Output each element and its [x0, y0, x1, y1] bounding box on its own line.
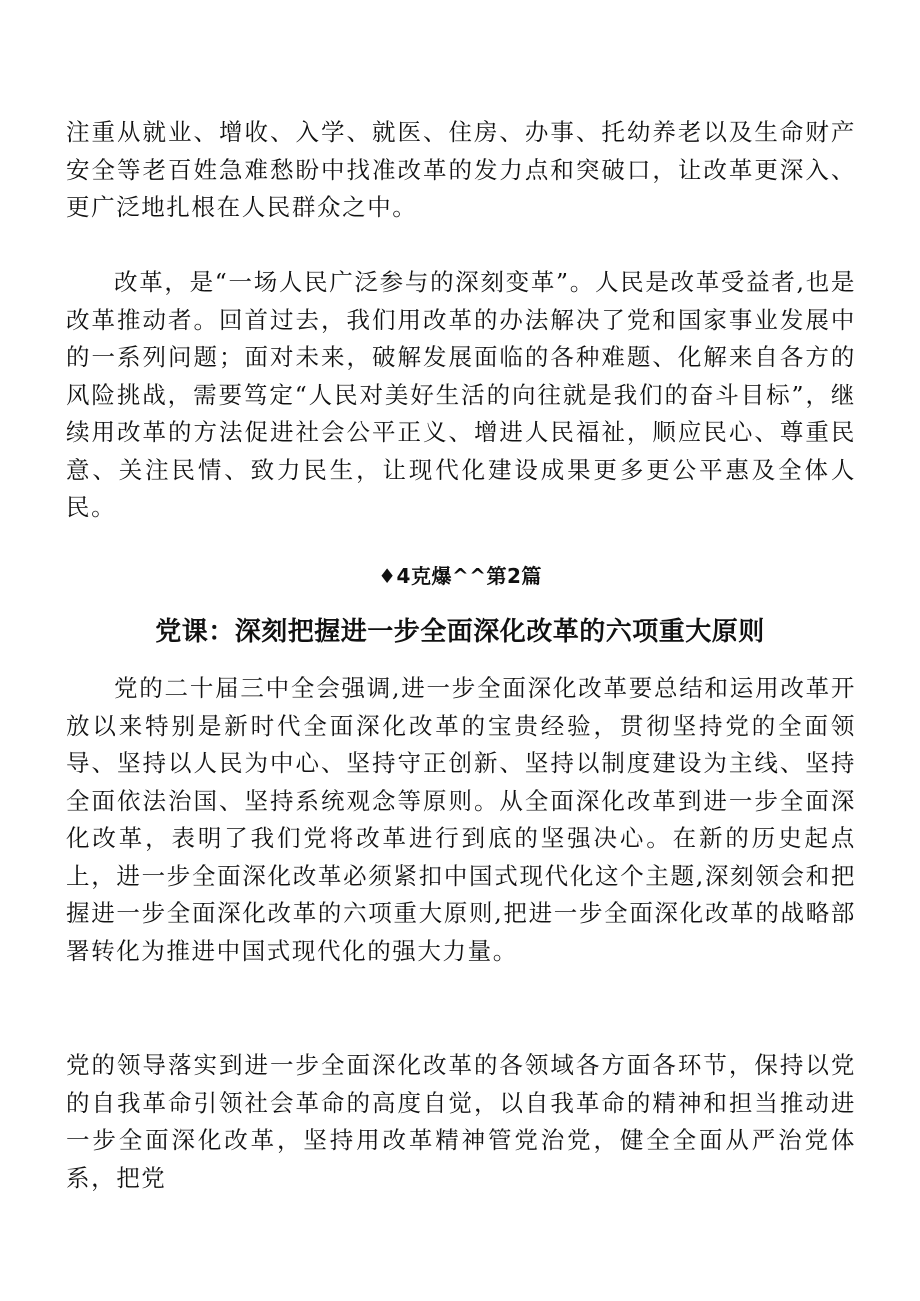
paragraph-1: 注重从就业、增收、入学、就医、住房、办事、托幼养老以及生命财产安全等老百姓急难愁盼中找准改革的发力点和突破口，让改革更深入、更广泛地扎根在人民群众之中。	[66, 118, 856, 221]
paragraph-2: 改革，是“一场人民广泛参与的深刻变革”。人民是改革受益者,也是改革推动者。回首过去，我们用改革的办法解决了党和国家事业发展中的一系列问题；面对未来，破解发展面临的各种难题、化解来自各方的风险挑战，需要笃定“人民对美好生活的向往就是我们的奋斗目标”，继续用改革的方法促进社会公平正义、增进人民福祉，顺应民心、尊重民意、关注民情、致力民生，让现代化建设成果更多更公平惠及全体人民。	[66, 268, 856, 521]
paragraph-3: 党的二十届三中全会强调,进一步全面深化改革要总结和运用改革开放以来特别是新时代全面深化改革的宝贵经验，贯彻坚持党的全面领导、坚持以人民为中心、坚持守正创新、坚持以制度建设为主线、坚持全面依法治国、坚持系统观念等原则。从全面深化改革到进一步全面深化改革，表明了我们党将改革进行到底的坚强决心。在新的历史起点上，进一步全面深化改革必须紧扣中国式现代化这个主题,深刻领会和把握进一步全面深化改革的六项重大原则,把进一步全面深化改革的战略部署转化为推进中国式现代化的强大力量。	[66, 674, 857, 965]
section-marker: ♦4克爆^^第2篇	[378, 564, 542, 588]
paragraph-4: 党的领导落实到进一步全面深化改革的各领域各方面各环节，保持以党的自我革命引领社会革命的高度自觉，以自我革命的精神和担当推动进一步全面深化改革，坚持用改革精神管党治党，健全全面从严治党体系，把党	[66, 1051, 856, 1192]
article-title: 党课：深刻把握进一步全面深化改革的六项重大原则	[155, 617, 765, 647]
